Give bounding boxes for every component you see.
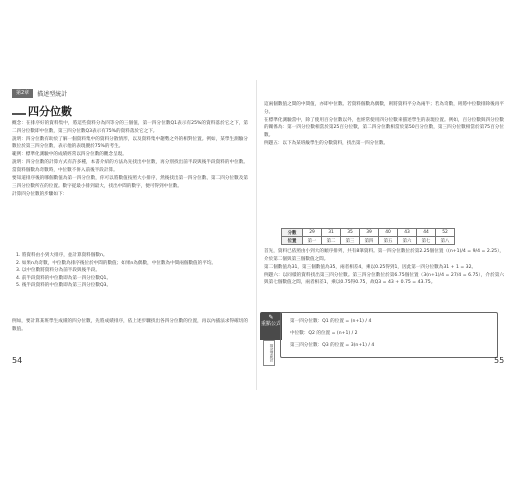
list-item: 3. 以中位數將資料分為前半段與後半段。 bbox=[16, 268, 100, 274]
paragraph: 說明：四分位數的計算方式有許多種，本書介紹的方法為先找出中位數，再分別找出前半段與後半段資料的中位數。當資料個數為奇數時，中位數不併入前後半段計算。 bbox=[12, 160, 248, 174]
table-cell: 第四 bbox=[360, 237, 379, 245]
paragraph: 說明：四分位數有助於了解一個資料集中的資料分散情形，以及資料集中趨勢之外的相對位置。例如，某學生測驗分數位於第三四分位數，表示他的表現優於75%的考生。 bbox=[12, 136, 248, 150]
data-table bbox=[281, 228, 455, 245]
paragraph: 例如，要計算某班學生成績的四分位數，先將成績排序，依上述步驟找出各四分位數的位置，再以內插法求得確切的數值。 bbox=[12, 319, 248, 332]
chapter-number-badge: 第2章 bbox=[12, 89, 33, 98]
paragraph: 這兩個數值之間的中間值，亦即中位數。若資料個數為偶數，則將資料平分為兩半；若為奇數，則將中位數排除後再平分。 bbox=[264, 102, 504, 115]
table-cell: 39 bbox=[360, 229, 379, 237]
table-cell: 第八 bbox=[436, 237, 455, 245]
table-cell: 第一 bbox=[303, 237, 322, 245]
paragraph: 例題六：以同樣的資料找出第三四分位數。第三四分位數位於第6.75個位置（3(n+1)/4 = 27/4 = 6.75），介於第六與第七個數值之間，兩者相差1，乘以0.75得0.75，故Q3 = 43 + 0.75 = 43.75。 bbox=[264, 272, 504, 286]
table-cell: 44 bbox=[417, 229, 436, 237]
formula-icon: ✎ bbox=[268, 314, 274, 321]
steps-list bbox=[16, 252, 248, 290]
paragraph: 範例：標準化測驗中的成績經常以四分位數的觀念呈現。 bbox=[12, 152, 127, 158]
formula-badge-label: 重點公式 bbox=[260, 321, 281, 327]
page-number-left: 54 bbox=[12, 356, 23, 365]
formula-badge bbox=[260, 312, 282, 340]
paragraph: 在標準化測驗當中，除了使用百分位數以外，也經常使用四分位數來描述學生的表現位置。例如，百分位數與四分位數的關係為：第一四分位數相當於第25百分位數，第二四分位數相當於第50百分位數，第三四分位數相當於第75百分位數。 bbox=[264, 117, 504, 138]
table-cell: 29 bbox=[303, 229, 322, 237]
chapter-header bbox=[12, 89, 67, 98]
chapter-title: 描述型統計 bbox=[37, 91, 68, 98]
left-body-text bbox=[12, 120, 248, 199]
example-title: 例題五：以下為某班級學生的分數資料，找出第一四分位數。 bbox=[264, 140, 389, 146]
table-cell: 第三 bbox=[341, 237, 360, 245]
list-item: 1. 將資料由小到大排序，並計算資料個數n。 bbox=[16, 253, 108, 258]
page-number-right: 55 bbox=[494, 356, 505, 365]
table-row-label: 分數 bbox=[282, 229, 303, 237]
paragraph: 概念：在排序好的資料集中，將這些資料分為四等分的三個值，第一四分位數Q1表示有25%的資料落於它之下，第二四分位數即中位數，第三四分位數Q3表示有75%的資料落於它之下。 bbox=[12, 121, 248, 134]
list-item: 4. 前半段資料的中位數即為第一四分位數Q1。 bbox=[16, 275, 112, 281]
table-cell: 第六 bbox=[398, 237, 417, 245]
formula-line: 第三四分位數：Q3 的位置 = 3(n+1) / 4 bbox=[290, 343, 375, 348]
table-cell: 第七 bbox=[417, 237, 436, 245]
table-cell: 第五 bbox=[379, 237, 398, 245]
paragraph: 要知道排序後的哪個數值為第一四分位數，你可以將數值按照大小排序，然後找出第一四分位數、第二四分位數及第三四分位數所在的位置。數字從最小排到最大，找出中間的數字，便可得到中位數。 bbox=[12, 176, 248, 189]
formula-line: 中位數：Q2 的位置 = (n+1) / 2 bbox=[290, 331, 358, 336]
section-title: 四分位數 bbox=[28, 105, 72, 118]
table-cell: 31 bbox=[322, 229, 341, 237]
table-row bbox=[282, 229, 455, 237]
right-body-text bbox=[264, 101, 504, 148]
table-cell: 43 bbox=[398, 229, 417, 237]
list-item: 2. 如果n為奇數，中位數為排序後位於中間的數值；如果n為偶數，中位數為中間兩個數值的平均。 bbox=[16, 260, 217, 266]
table-cell: 52 bbox=[436, 229, 455, 237]
table-cell: 35 bbox=[341, 229, 360, 237]
page-gutter bbox=[256, 80, 257, 390]
section-title-bar bbox=[12, 113, 26, 115]
side-tab: 描述型統計 bbox=[263, 340, 275, 366]
table-row bbox=[282, 237, 455, 245]
paragraph: 第二個數值為31，第三個數值為35，兩者相差4，乘以0.25得到1，因此第一四分位數為31 + 1 = 32。 bbox=[264, 264, 477, 270]
table-cell: 第二 bbox=[322, 237, 341, 245]
formula-line: 第一四分位數：Q1 的位置 = (n+1) / 4 bbox=[290, 319, 372, 324]
right-solution-text bbox=[264, 248, 504, 287]
paragraph: 首先，資料已依照由小到大的順序排列，共有8筆資料。第一四分位數位於第2.25個位置（(n+1)/4 = 9/4 = 2.25），介於第二個與第三個數值之間。 bbox=[264, 249, 504, 262]
table-row-label: 位置 bbox=[282, 237, 303, 245]
list-item: 5. 後半段資料的中位數即為第三四分位數Q3。 bbox=[16, 283, 112, 289]
table-cell: 40 bbox=[379, 229, 398, 237]
left-closing-text bbox=[12, 318, 248, 334]
steps-intro: 計算四分位數的步驟如下： bbox=[12, 191, 68, 197]
